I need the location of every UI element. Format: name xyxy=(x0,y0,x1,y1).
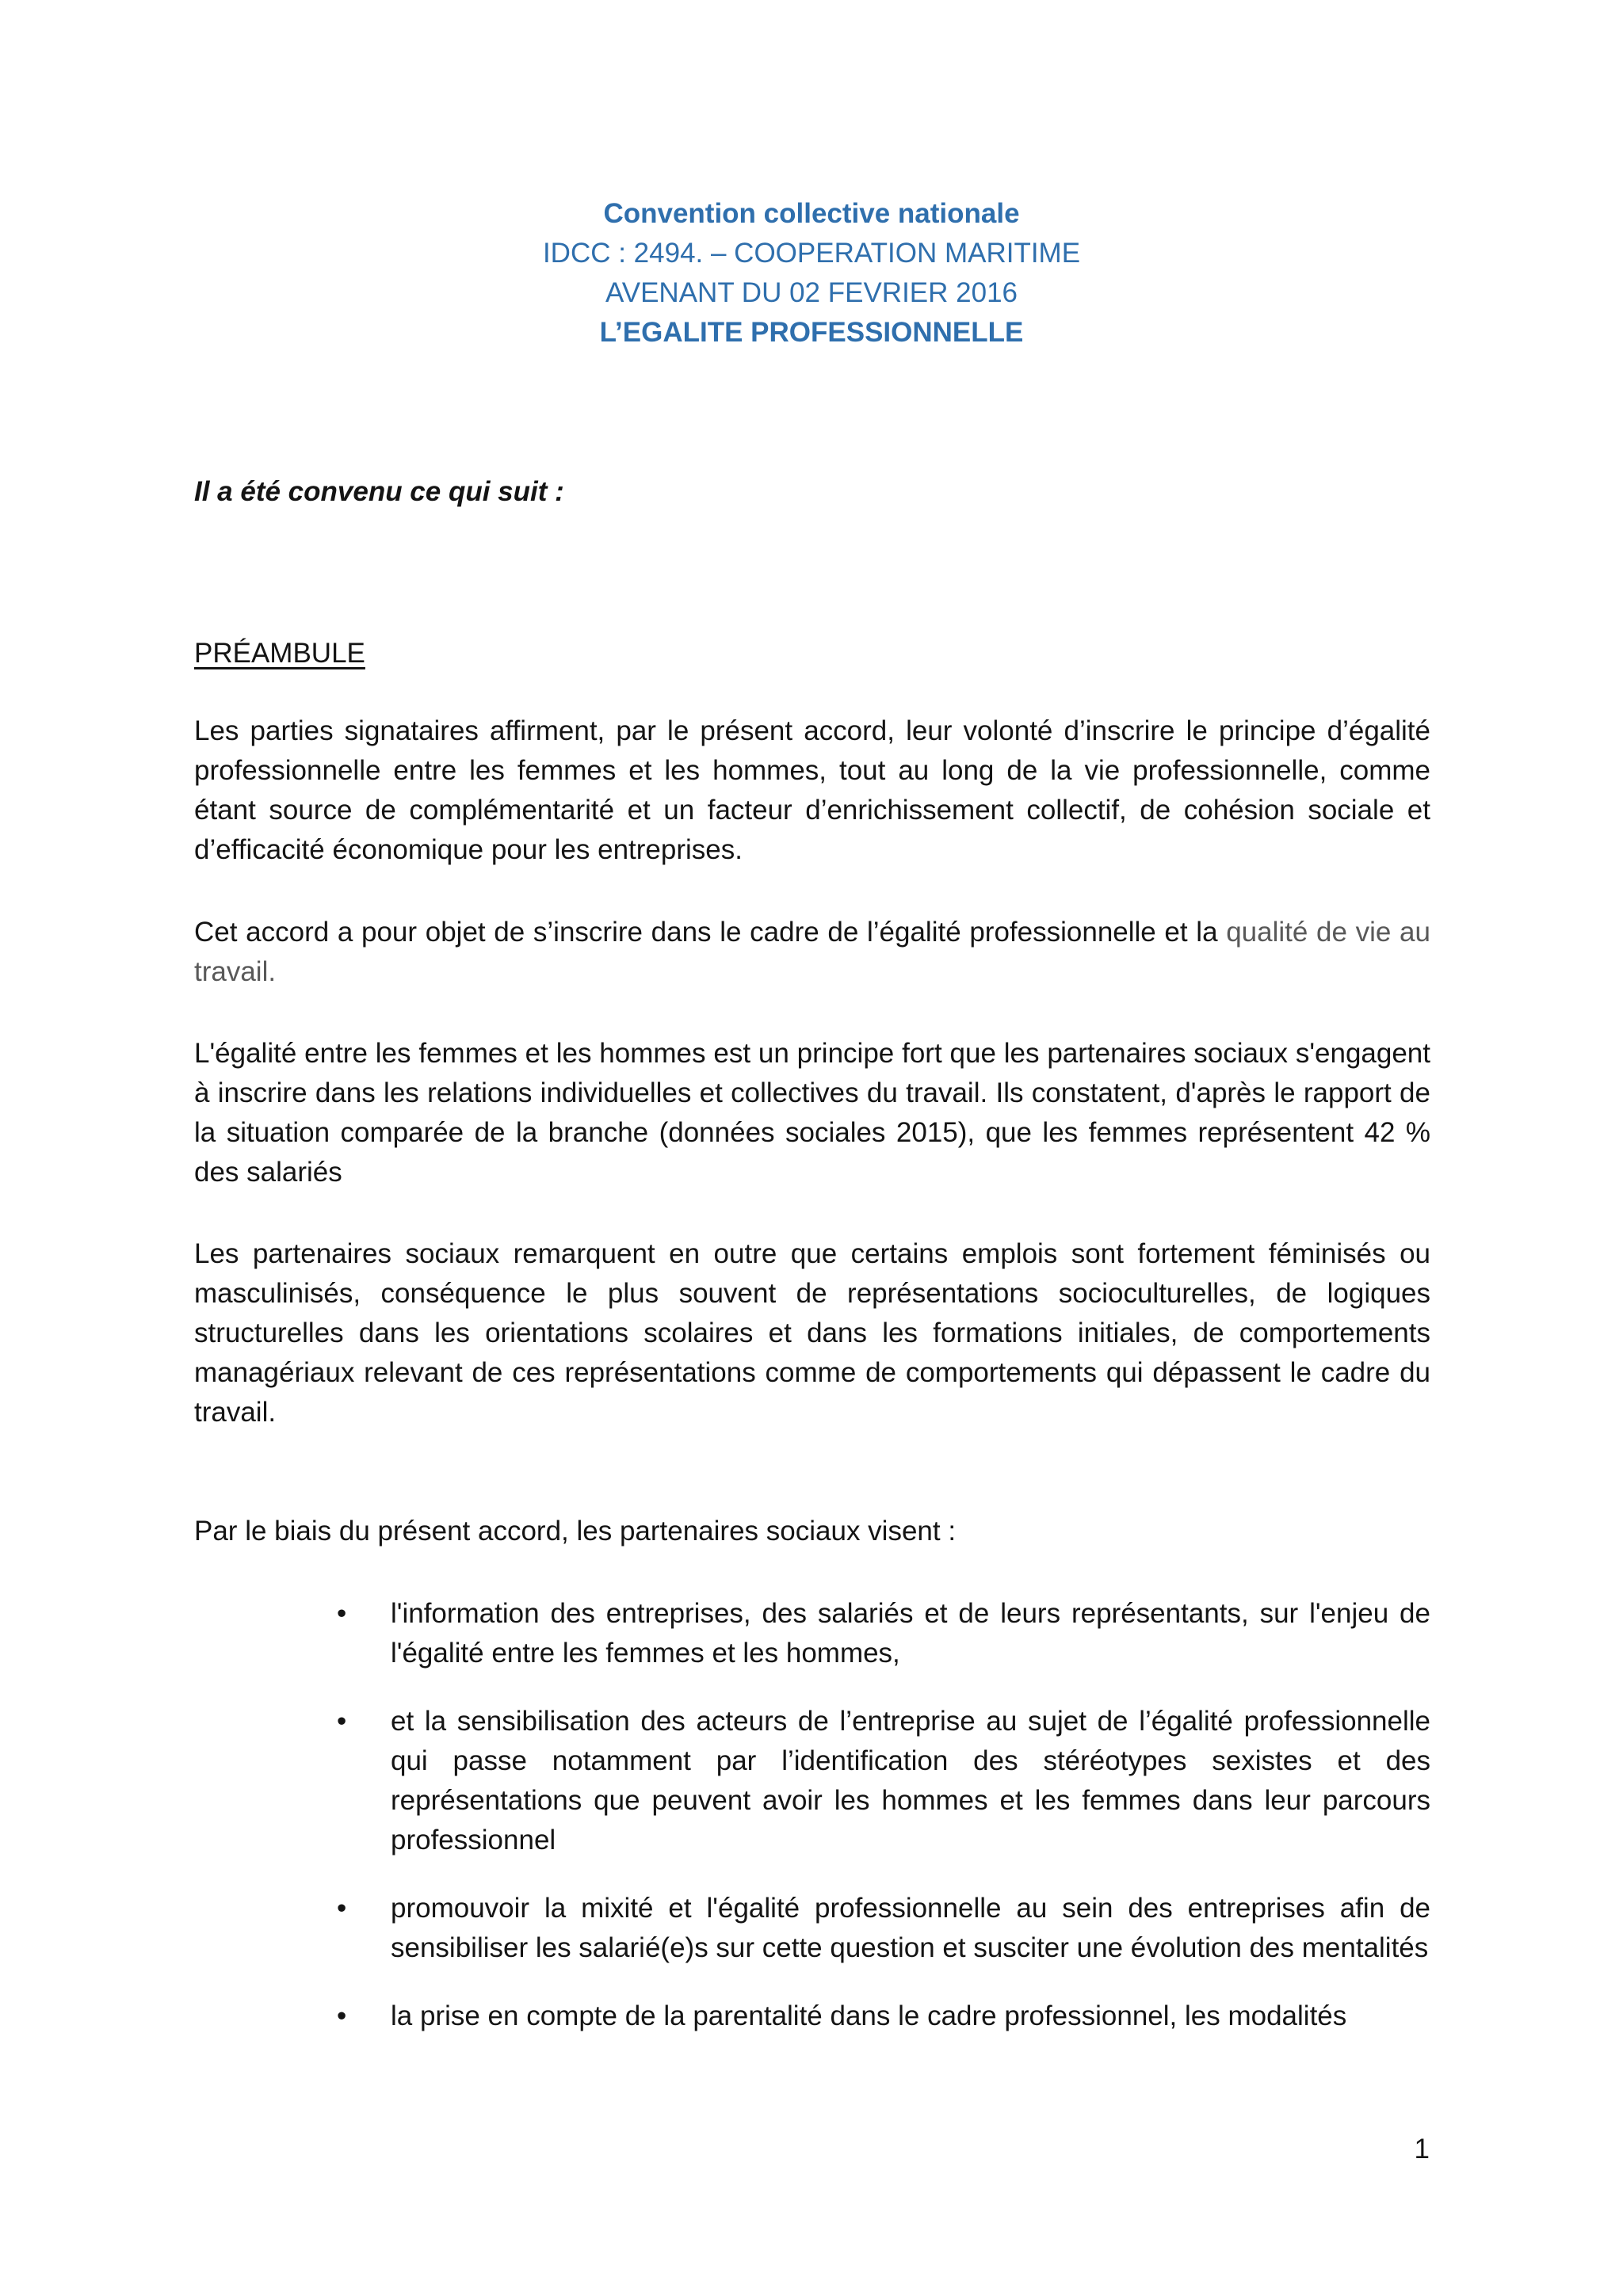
list-item-text: promouvoir la mixité et l'égalité professionnelle au sein des entreprises afin de sensibiliser les salarié(e)s sur cette question et susciter une évolution des mentalités xyxy=(391,1893,1430,1963)
intro-statement: Il a été convenu ce qui suit : xyxy=(194,476,564,507)
list-item xyxy=(194,1702,1430,1860)
header-idcc: IDCC : 2494. – COOPERATION MARITIME xyxy=(542,238,1081,269)
objectives-list xyxy=(194,1594,1430,2065)
list-item xyxy=(194,1594,1430,1673)
header-subject: L’EGALITE PROFESSIONNELLE xyxy=(599,317,1024,348)
list-item xyxy=(194,1889,1430,1968)
preamble-paragraph-3: L'égalité entre les femmes et les hommes est un principe fort que les partenaires sociaux s'engagent à inscrire dans les relations individuelles et collectives du travail. Ils constatent, d'après le rapport de la situation comparée de la branche (données sociales 2015), que les femmes représentent 42 % des salariés xyxy=(194,1038,1430,1188)
header-avenant-date: AVENANT DU 02 FEVRIER 2016 xyxy=(605,277,1018,308)
preamble-paragraph-5: Par le biais du présent accord, les partenaires sociaux visent : xyxy=(194,1516,957,1547)
preamble-paragraph-2 xyxy=(194,913,1430,992)
document-header xyxy=(0,194,1623,353)
list-item-text: et la sensibilisation des acteurs de l’entreprise au sujet de l’égalité professionnelle qui passe notamment par l’identification des stéréotypes sexistes et des représentations que peuvent avoir les hommes et les femmes dans leur parcours professionnel xyxy=(391,1706,1430,1855)
paragraph-2-text: Cet accord a pour objet de s’inscrire dans le cadre de l’égalité professionnelle et la xyxy=(194,917,1227,948)
paragraph-2-muted-text: qualité de vie au travail. xyxy=(194,917,1430,987)
preamble-paragraph-4: Les partenaires sociaux remarquent en outre que certains emplois sont fortement féminisés ou masculinisés, conséquence le plus souvent de représentations socioculturelles, de logiques structurelles dans les orientations scolaires et dans les formations initiales, de comportements managériaux relevant de ces représentations comme de comportements qui dépassent le cadre du travail. xyxy=(194,1238,1430,1428)
bullet-icon: • xyxy=(337,1598,347,1629)
page-number: 1 xyxy=(1414,2134,1430,2164)
list-item xyxy=(194,1997,1430,2036)
bullet-icon: • xyxy=(337,2000,347,2031)
header-title: Convention collective nationale xyxy=(603,198,1020,229)
bullet-icon: • xyxy=(337,1706,347,1737)
bullet-icon: • xyxy=(337,1893,347,1924)
list-item-text: la prise en compte de la parentalité dans le cadre professionnel, les modalités xyxy=(391,2000,1347,2031)
preamble-heading: PRÉAMBULE xyxy=(194,638,365,669)
list-item-text: l'information des entreprises, des salariés et de leurs représentants, sur l'enjeu de l'égalité entre les femmes et les hommes, xyxy=(391,1598,1430,1669)
preamble-paragraph-1: Les parties signataires affirment, par le présent accord, leur volonté d’inscrire le principe d’égalité professionnelle entre les femmes et les hommes, tout au long de la vie professionnelle, comme étant source de complémentarité et un facteur d’enrichissement collectif, de cohésion sociale et d’efficacité économique pour les entreprises. xyxy=(194,715,1430,865)
